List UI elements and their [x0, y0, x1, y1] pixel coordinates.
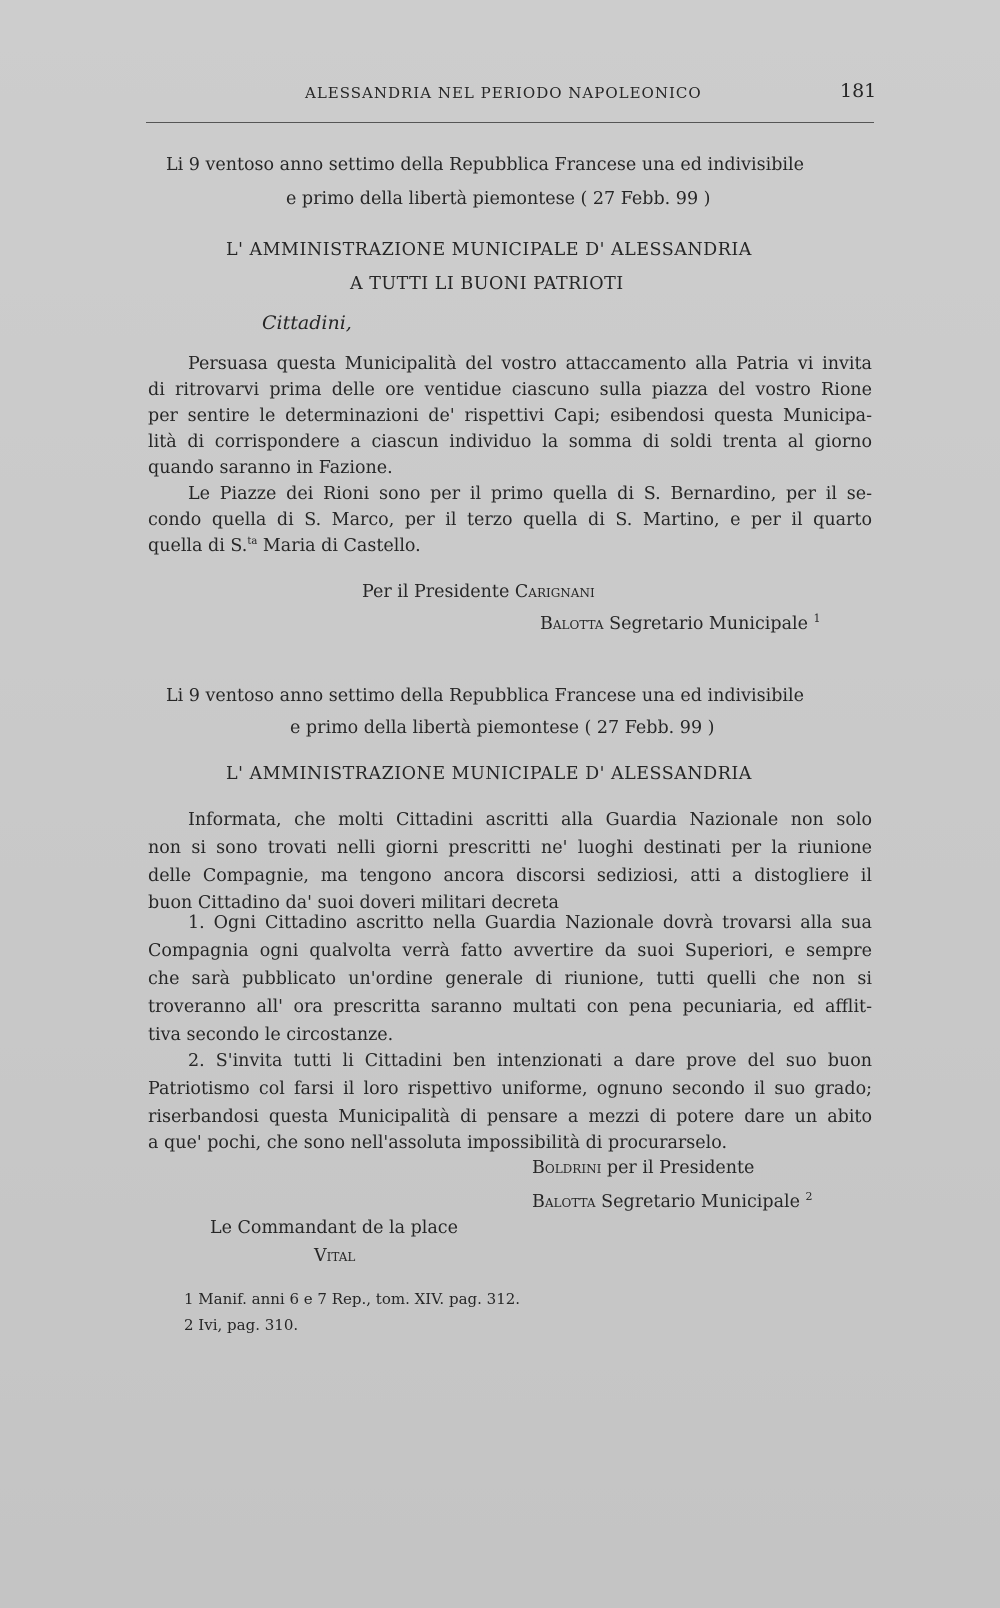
- signature-line: Le Commandant de la place: [210, 1218, 458, 1238]
- paragraph-line: Patriotismo col farsi il loro rispettivo uniforme, ognuno secondo il suo grado;: [148, 1079, 872, 1099]
- footnote: 2 Ivi, pag. 310.: [184, 1316, 299, 1334]
- paragraph-text: Maria di Castello.: [257, 536, 421, 556]
- signatory-name: Vital: [314, 1246, 356, 1266]
- paragraph-line: Informata, che molti Cittadini ascritti alla Guardia Nazionale non solo: [188, 810, 872, 830]
- footnote-ref: 1: [813, 612, 821, 625]
- paragraph-line: lità di corrispondere a ciascun individuo la somma di soldi trenta al giorno: [148, 432, 872, 452]
- paragraph-line: condo quella di S. Marco, per il terzo quella di S. Martino, e per il quarto: [148, 510, 872, 530]
- paragraph-line: per sentire le determinazioni de' rispettivi Capi; esibendosi questa Municipa-: [148, 406, 872, 426]
- signatory-name: Carignani: [514, 582, 595, 602]
- paragraph-line: troveranno all' ora prescritta saranno multati con pena pecuniaria, ed afflit-: [148, 997, 872, 1017]
- abbreviation-superscript: ta: [247, 536, 258, 548]
- header-rule: [146, 122, 874, 123]
- paragraph-line: Le Piazze dei Rioni sono per il primo quella di S. Bernardino, per il se-: [188, 484, 872, 504]
- footnote-ref: 2: [805, 1190, 813, 1203]
- signature-text: Segretario Municipale: [595, 1191, 806, 1212]
- paragraph-line: 2. S'invita tutti li Cittadini ben intenzionati a dare prove del suo buon: [188, 1051, 872, 1071]
- paragraph-line: Persuasa questa Municipalità del vostro attaccamento alla Patria vi invita: [188, 354, 872, 374]
- date-line-2: e primo della libertà piemontese ( 27 Febb. 99 ): [286, 189, 711, 209]
- heading: L' AMMINISTRAZIONE MUNICIPALE D' ALESSANDRIA: [226, 240, 752, 260]
- paragraph-line: di ritrovarvi prima delle ore ventidue ciascuno sulla piazza del vostro Rione: [148, 380, 872, 400]
- paragraph-line: quando saranno in Fazione.: [148, 458, 393, 478]
- signatory-name: Boldrini: [532, 1158, 602, 1178]
- paragraph-line: tiva secondo le circostanze.: [148, 1025, 394, 1045]
- signature-line: [540, 612, 821, 634]
- paragraph-line: buon Cittadino da' suoi doveri militari decreta: [148, 893, 559, 913]
- signature-text: Per il Presidente: [362, 582, 515, 602]
- heading: L' AMMINISTRAZIONE MUNICIPALE D' ALESSANDRIA: [226, 764, 752, 784]
- salutation: Cittadini,: [262, 312, 352, 334]
- signature-line: [362, 582, 595, 602]
- paragraph-line: [148, 536, 421, 556]
- paragraph-text: quella di S.: [148, 536, 248, 556]
- signature-text: Segretario Municipale: [603, 613, 814, 634]
- paragraph-line: Compagnia ogni qualvolta verrà fatto avvertire da suoi Superiori, e sempre: [148, 941, 872, 961]
- signature-line: [532, 1190, 813, 1212]
- paragraph-line: 1. Ogni Cittadino ascritto nella Guardia Nazionale dovrà trovarsi alla sua: [188, 913, 872, 933]
- running-head: ALESSANDRIA NEL PERIODO NAPOLEONICO: [305, 84, 702, 102]
- date-line-1: Li 9 ventoso anno settimo della Repubblica Francese una ed indivisibile: [166, 155, 804, 175]
- signatory-name: Balotta: [532, 1191, 596, 1212]
- signature-line: [532, 1158, 754, 1178]
- signatory-name: Balotta: [540, 613, 604, 634]
- subheading: A TUTTI LI BUONI PATRIOTI: [350, 274, 624, 294]
- paragraph-line: che sarà pubblicato un'ordine generale di riunione, tutti quelli che non si: [148, 969, 872, 989]
- footnote: 1 Manif. anni 6 e 7 Rep., tom. XIV. pag. 312.: [184, 1290, 521, 1308]
- page-number: 181: [840, 80, 877, 102]
- date-line-2: e primo della libertà piemontese ( 27 Febb. 99 ): [290, 718, 715, 738]
- date-line-1: Li 9 ventoso anno settimo della Repubblica Francese una ed indivisibile: [166, 686, 804, 706]
- paragraph-line: delle Compagnie, ma tengono ancora discorsi sediziosi, atti a distogliere il: [148, 866, 872, 886]
- paragraph-line: non si sono trovati nelli giorni prescritti ne' luoghi destinati per la riunione: [148, 838, 872, 858]
- paragraph-line: a que' pochi, che sono nell'assoluta impossibilità di procurarselo.: [148, 1133, 728, 1153]
- paragraph-line: riserbandosi questa Municipalità di pensare a mezzi di potere dare un abito: [148, 1107, 872, 1127]
- signature-text: per il Presidente: [601, 1158, 755, 1178]
